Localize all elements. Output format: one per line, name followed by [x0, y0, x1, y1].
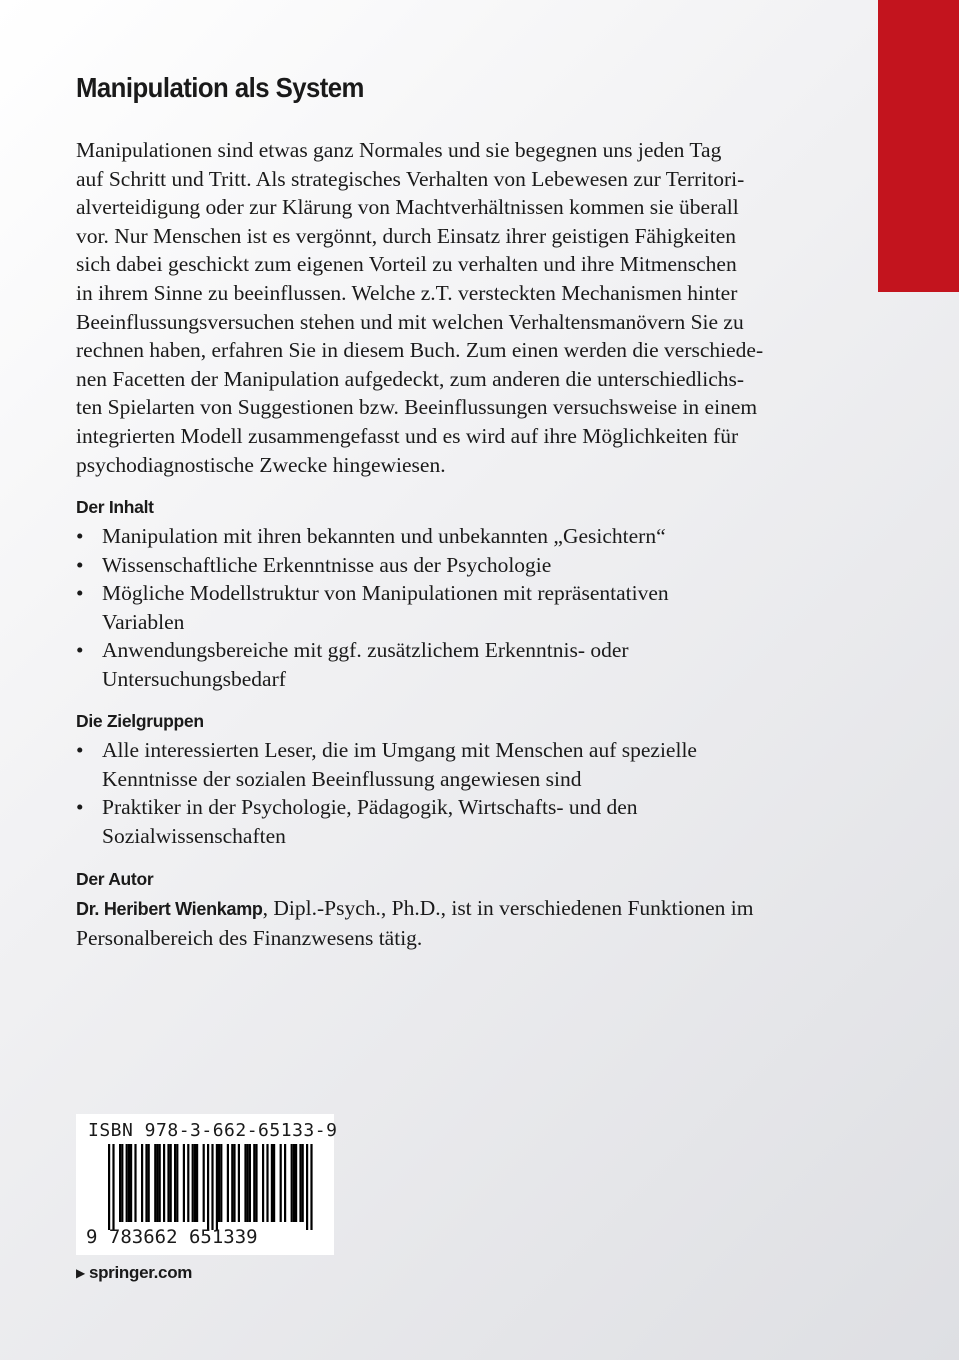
intro-line: sich dabei geschickt zum eigenen Vorteil zu verhalten und ihre Mitmenschen	[76, 252, 737, 277]
barcode-bar	[108, 1144, 110, 1230]
intro-paragraph	[76, 136, 796, 479]
barcode-bar	[310, 1144, 312, 1230]
bullet-icon: •	[76, 738, 84, 762]
barcode-bars	[86, 1144, 326, 1230]
intro-line: vor. Nur Menschen ist es vergönnt, durch Einsatz ihrer geistigen Fähigkeiten	[76, 223, 736, 248]
barcode-bar	[183, 1144, 185, 1222]
barcode-bar	[176, 1144, 178, 1222]
barcode-bar	[266, 1144, 268, 1222]
barcode-bar	[249, 1144, 251, 1222]
bullet-icon: •	[76, 581, 84, 606]
page-title: Manipulation als System	[76, 72, 364, 103]
barcode-bar	[119, 1144, 121, 1222]
intro-line: nen Facetten der Manipulation aufgedeckt, zum anderen die unterschiedlichs-	[76, 366, 745, 391]
barcode-bar	[244, 1144, 246, 1222]
author-paragraph	[76, 894, 816, 952]
barcode-bar	[163, 1144, 165, 1222]
intro-line: Manipulationen sind etwas ganz Normales und sie begegnen uns jeden Tag	[76, 138, 722, 162]
barcode-bar	[295, 1144, 297, 1222]
barcode-bar	[170, 1144, 172, 1222]
autor-heading: Der Autor	[76, 869, 154, 889]
barcode-bar	[148, 1144, 150, 1222]
barcode-bar	[299, 1144, 301, 1222]
list-item-text: Alle interessierten Leser, die im Umgang mit Menschen auf spezielle	[102, 738, 697, 762]
red-accent-bar	[878, 0, 959, 292]
barcode-bar	[154, 1144, 156, 1222]
list-item-text: Sozialwissenschaften	[102, 823, 286, 848]
zielgruppen-list	[76, 736, 796, 850]
barcode-bar	[121, 1144, 123, 1222]
intro-line: rechnen haben, erfahren Sie in diesem Buch. Zum einen werden die verschiede-	[76, 338, 764, 363]
barcode-bar	[306, 1144, 308, 1230]
barcode-bar	[302, 1144, 304, 1222]
list-item-text: Mögliche Modellstruktur von Manipulationen mit repräsentativen	[102, 581, 669, 606]
inhalt-list	[76, 522, 796, 694]
barcode-bar	[293, 1144, 295, 1222]
isbn-barcode	[76, 1114, 338, 1255]
barcode-bar	[247, 1144, 249, 1222]
barcode-bar	[194, 1144, 196, 1222]
list-item	[76, 551, 796, 580]
list-item	[76, 736, 796, 793]
intro-line: integrierten Modell zusammengefasst und es wird auf ihre Möglichkeiten für	[76, 423, 739, 448]
barcode-bar	[174, 1144, 176, 1222]
list-item-text: Anwendungsbereiche mit ggf. zusätzlichem Erkenntnis- oder	[102, 638, 629, 663]
barcode-bar	[284, 1144, 286, 1222]
publisher-website: springer.com	[88, 1263, 193, 1282]
barcode-bar	[280, 1144, 282, 1222]
list-item-text: Untersuchungsbedarf	[102, 666, 286, 691]
intro-line: alverteidigung oder zur Klärung von Machtverhältnissen kommen sie überall	[76, 195, 739, 220]
barcode-bar	[128, 1144, 130, 1222]
barcode-bar	[112, 1144, 114, 1230]
list-item-text: Wissenschaftliche Erkenntnisse aus der Psychologie	[102, 552, 552, 577]
barcode-digits: 9 783662 651339	[86, 1226, 258, 1248]
barcode-bar	[126, 1144, 128, 1222]
barcode-bar	[216, 1144, 218, 1230]
author-text-1: , Dipl.-Psych., Ph.D., ist in verschiedenen Funktionen im	[262, 896, 754, 920]
list-item-text: Praktiker in der Psychologie, Pädagogik, Wirtschafts- und den	[102, 795, 638, 820]
barcode-bar	[187, 1144, 189, 1222]
barcode-bar	[141, 1144, 143, 1222]
barcode-bar	[253, 1144, 255, 1222]
list-item-text: Variablen	[102, 609, 185, 634]
isbn-label: ISBN 978-3-662-65133-9	[88, 1120, 338, 1141]
list-item	[76, 579, 796, 636]
list-item	[76, 636, 796, 693]
barcode-bar	[238, 1144, 240, 1222]
arrow-right-icon: ▶	[76, 1266, 85, 1280]
barcode-bar	[220, 1144, 222, 1222]
list-item-text: Manipulation mit ihren bekannten und unbekannten „Gesichtern“	[102, 524, 666, 548]
intro-line: Beeinflussungsversuchen stehen und mit welchen Verhaltensmanövern Sie zu	[76, 309, 744, 334]
barcode-bar	[227, 1144, 229, 1222]
barcode-bar	[159, 1144, 161, 1222]
intro-line: in ihrem Sinne zu beeinflussen. Welche z.T. versteckten Mechanismen hinter	[76, 280, 738, 305]
barcode-bar	[145, 1144, 147, 1222]
intro-line: ten Spielarten von Suggestionen bzw. Beeinflussungen versuchsweise in einem	[76, 395, 758, 420]
publisher-link[interactable]	[76, 1263, 192, 1283]
barcode-bar	[156, 1144, 158, 1222]
inhalt-heading: Der Inhalt	[76, 497, 154, 517]
bullet-icon: •	[76, 524, 84, 548]
barcode-bar	[211, 1144, 213, 1230]
list-item-text: Kenntnisse der sozialen Beeinflussung angewiesen sind	[102, 766, 582, 791]
barcode-bar	[231, 1144, 233, 1222]
barcode-bar	[207, 1144, 209, 1230]
barcode-bar	[203, 1144, 205, 1222]
zielgruppen-heading: Die Zielgruppen	[76, 711, 204, 731]
barcode-bar	[218, 1144, 220, 1222]
list-item	[76, 793, 796, 850]
barcode-bar	[134, 1144, 136, 1222]
intro-line: auf Schritt und Tritt. Als strategisches Verhalten von Lebewesen zur Territori-	[76, 166, 745, 191]
barcode-bar	[271, 1144, 273, 1222]
barcode-bar	[192, 1144, 194, 1222]
barcode-bar	[255, 1144, 257, 1222]
author-name: Dr. Heribert Wienkamp	[76, 899, 263, 919]
barcode-bar	[262, 1144, 264, 1222]
barcode-bar	[196, 1144, 198, 1222]
barcode-bar	[130, 1144, 132, 1222]
barcode-bar	[233, 1144, 235, 1222]
barcode-bar	[167, 1144, 169, 1222]
bullet-icon: •	[76, 795, 84, 820]
barcode-bar	[291, 1144, 293, 1222]
barcode-bar	[273, 1144, 275, 1222]
bullet-icon: •	[76, 638, 84, 663]
list-item	[76, 522, 796, 551]
author-text-2: Personalbereich des Finanzwesens tätig.	[76, 925, 423, 950]
bullet-icon: •	[76, 552, 84, 577]
intro-line: psychodiagnostische Zwecke hingewiesen.	[76, 452, 446, 477]
